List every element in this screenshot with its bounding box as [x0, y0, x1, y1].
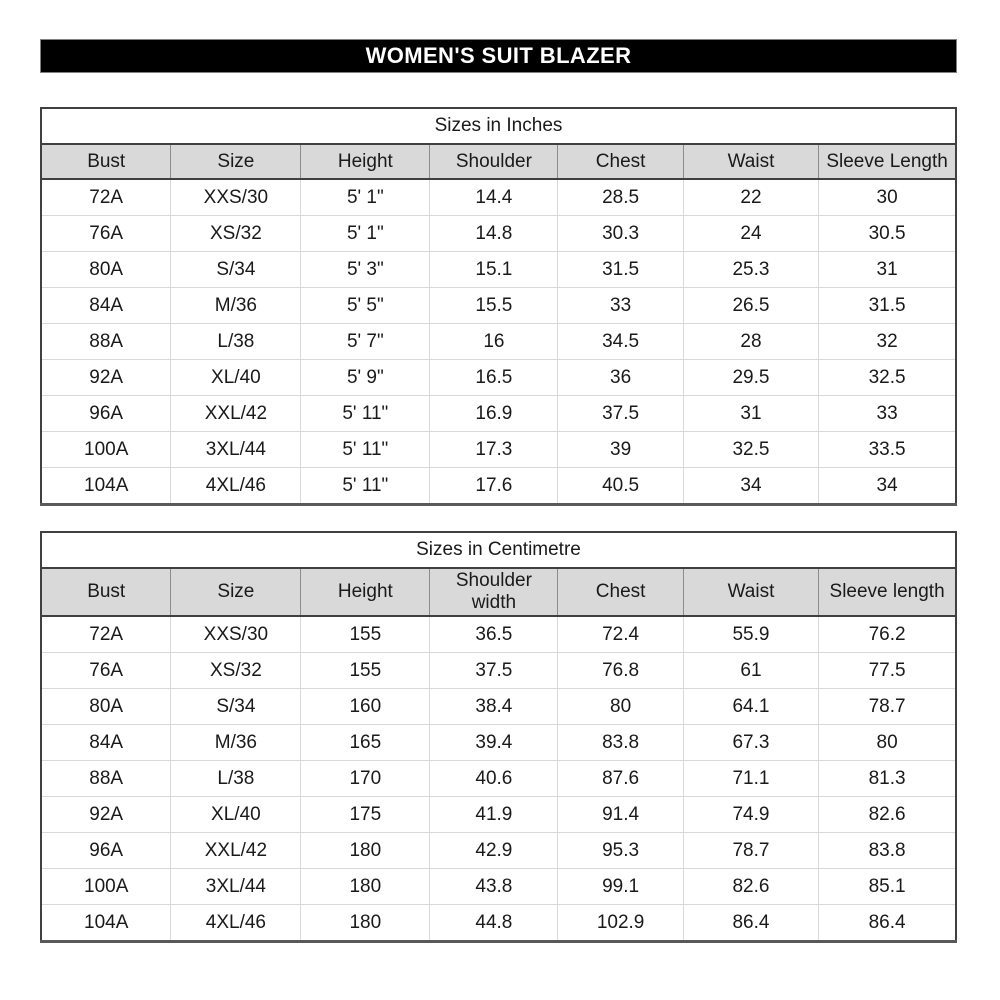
table-cell: 41.9	[430, 797, 558, 833]
table-cell: 83.8	[819, 833, 956, 869]
table-cell: 96A	[41, 833, 171, 869]
table-row	[41, 689, 956, 725]
table-header-row	[41, 568, 956, 616]
column-header-waist: Waist	[683, 144, 818, 179]
page-title: WOMEN'S SUIT BLAZER	[365, 43, 632, 68]
table-cell: 67.3	[683, 725, 818, 761]
table-cell: 5' 11"	[301, 432, 430, 468]
table-cell: 5' 11"	[301, 396, 430, 432]
column-header-shoulder: Shoulder	[430, 144, 558, 179]
table-row	[41, 396, 956, 432]
table-cell: 100A	[41, 432, 171, 468]
table-cell: M/36	[171, 288, 301, 324]
column-header-height: Height	[301, 568, 430, 616]
column-header-bust: Bust	[41, 568, 171, 616]
table-row	[41, 905, 956, 942]
table-cell: 155	[301, 653, 430, 689]
table-cell: 5' 9"	[301, 360, 430, 396]
table-row	[41, 288, 956, 324]
table-cell: 104A	[41, 905, 171, 942]
table-cell: 104A	[41, 468, 171, 505]
table-cell: 76A	[41, 653, 171, 689]
table-cell: 84A	[41, 725, 171, 761]
table-cell: 4XL/46	[171, 905, 301, 942]
table-cell: 34.5	[558, 324, 683, 360]
column-header-sleeve-length: Sleeve Length	[819, 144, 956, 179]
table-cell: 34	[819, 468, 956, 505]
table-title-row	[41, 108, 956, 144]
table-cell: 28	[683, 324, 818, 360]
table-row	[41, 468, 956, 505]
table-cell: 3XL/44	[171, 869, 301, 905]
table-cell: 42.9	[430, 833, 558, 869]
table-cell: XXL/42	[171, 833, 301, 869]
table-cell: 155	[301, 616, 430, 653]
table-cell: 14.4	[430, 179, 558, 216]
title-banner	[40, 39, 957, 73]
table-cell: 86.4	[683, 905, 818, 942]
table-cell: 43.8	[430, 869, 558, 905]
table-cell: 5' 7"	[301, 324, 430, 360]
table-cell: 160	[301, 689, 430, 725]
table-cell: 31	[819, 252, 956, 288]
table-cell: 86.4	[819, 905, 956, 942]
table-cell: 92A	[41, 797, 171, 833]
table-row	[41, 653, 956, 689]
table-cell: 38.4	[430, 689, 558, 725]
table-row	[41, 869, 956, 905]
table-cell: 5' 5"	[301, 288, 430, 324]
table-cell: 36	[558, 360, 683, 396]
table-cell: 33	[558, 288, 683, 324]
table-cell: 5' 1"	[301, 179, 430, 216]
column-header-bust: Bust	[41, 144, 171, 179]
column-header-waist: Waist	[683, 568, 818, 616]
table-cell: 96A	[41, 396, 171, 432]
table-cell: 15.5	[430, 288, 558, 324]
table-cell: 16.5	[430, 360, 558, 396]
table-cell: 71.1	[683, 761, 818, 797]
table-cell: 5' 11"	[301, 468, 430, 505]
table-cell: 30.5	[819, 216, 956, 252]
table-cell: 5' 3"	[301, 252, 430, 288]
table-cell: 15.1	[430, 252, 558, 288]
table-cell: 61	[683, 653, 818, 689]
table-cell: 32	[819, 324, 956, 360]
table-cell: XXS/30	[171, 616, 301, 653]
table-cell: 26.5	[683, 288, 818, 324]
table-cell: 37.5	[430, 653, 558, 689]
table-cell: 100A	[41, 869, 171, 905]
table-cell: 76A	[41, 216, 171, 252]
table-cell: 165	[301, 725, 430, 761]
table-cell: 32.5	[683, 432, 818, 468]
table-cell: 175	[301, 797, 430, 833]
table-cell: M/36	[171, 725, 301, 761]
table-cell: L/38	[171, 761, 301, 797]
column-header-height: Height	[301, 144, 430, 179]
table-cell: 33.5	[819, 432, 956, 468]
table-cell: 37.5	[558, 396, 683, 432]
table-cell: 17.6	[430, 468, 558, 505]
table-cell: 33	[819, 396, 956, 432]
table-row	[41, 216, 956, 252]
table-cell: L/38	[171, 324, 301, 360]
table-cell: 180	[301, 833, 430, 869]
table-cell: 39.4	[430, 725, 558, 761]
table-cell: 34	[683, 468, 818, 505]
table-title: Sizes in Inches	[41, 108, 956, 144]
table-cell: XS/32	[171, 216, 301, 252]
table-cell: 40.6	[430, 761, 558, 797]
table-cell: XL/40	[171, 360, 301, 396]
table-cell: 85.1	[819, 869, 956, 905]
table-cell: 88A	[41, 324, 171, 360]
table-cell: XXL/42	[171, 396, 301, 432]
table-cell: 30.3	[558, 216, 683, 252]
table-cell: 30	[819, 179, 956, 216]
table-cell: 28.5	[558, 179, 683, 216]
table-row	[41, 324, 956, 360]
table-row	[41, 761, 956, 797]
table-cell: S/34	[171, 689, 301, 725]
column-header-size: Size	[171, 144, 301, 179]
table-cell: 87.6	[558, 761, 683, 797]
table-cell: 91.4	[558, 797, 683, 833]
table-cell: 39	[558, 432, 683, 468]
table-cell: 36.5	[430, 616, 558, 653]
table-cell: 78.7	[683, 833, 818, 869]
table-body	[41, 179, 956, 505]
table-cell: 76.2	[819, 616, 956, 653]
table-cell: 74.9	[683, 797, 818, 833]
table-cell: 24	[683, 216, 818, 252]
table-cell: XXS/30	[171, 179, 301, 216]
table-cell: 16.9	[430, 396, 558, 432]
table-cell: XL/40	[171, 797, 301, 833]
table-title-row	[41, 532, 956, 568]
table-cell: 76.8	[558, 653, 683, 689]
column-header-chest: Chest	[558, 144, 683, 179]
table-cell: 22	[683, 179, 818, 216]
size-table-centimetre	[40, 531, 957, 943]
table-cell: 80	[819, 725, 956, 761]
table-cell: 81.3	[819, 761, 956, 797]
table-cell: 170	[301, 761, 430, 797]
table-cell: 29.5	[683, 360, 818, 396]
table-cell: 102.9	[558, 905, 683, 942]
table-row	[41, 833, 956, 869]
table-cell: 82.6	[819, 797, 956, 833]
table-row	[41, 725, 956, 761]
table-row	[41, 252, 956, 288]
column-header-shoulder-width: Shoulder width	[430, 568, 558, 616]
table-cell: 82.6	[683, 869, 818, 905]
table-cell: 31.5	[558, 252, 683, 288]
table-header-row	[41, 144, 956, 179]
table-cell: 31.5	[819, 288, 956, 324]
size-table-inches	[40, 107, 957, 506]
table-cell: 180	[301, 869, 430, 905]
table-row	[41, 360, 956, 396]
table-cell: 83.8	[558, 725, 683, 761]
table-row	[41, 179, 956, 216]
table-cell: 95.3	[558, 833, 683, 869]
table-row	[41, 616, 956, 653]
table-cell: 80	[558, 689, 683, 725]
table-cell: 17.3	[430, 432, 558, 468]
table-cell: 55.9	[683, 616, 818, 653]
table-cell: 3XL/44	[171, 432, 301, 468]
table-body	[41, 616, 956, 942]
table-cell: 77.5	[819, 653, 956, 689]
table-cell: 180	[301, 905, 430, 942]
table-cell: 32.5	[819, 360, 956, 396]
table-cell: 16	[430, 324, 558, 360]
column-header-sleeve-length: Sleeve length	[819, 568, 956, 616]
table-cell: 5' 1"	[301, 216, 430, 252]
table-cell: 72A	[41, 616, 171, 653]
table-cell: 64.1	[683, 689, 818, 725]
table-cell: 72A	[41, 179, 171, 216]
table-cell: 40.5	[558, 468, 683, 505]
table-cell: 25.3	[683, 252, 818, 288]
table-cell: 31	[683, 396, 818, 432]
table-cell: S/34	[171, 252, 301, 288]
table-cell: 92A	[41, 360, 171, 396]
table-row	[41, 432, 956, 468]
column-header-size: Size	[171, 568, 301, 616]
table-cell: 14.8	[430, 216, 558, 252]
table-cell: 80A	[41, 252, 171, 288]
table-cell: 4XL/46	[171, 468, 301, 505]
column-header-chest: Chest	[558, 568, 683, 616]
table-cell: 88A	[41, 761, 171, 797]
table-cell: 80A	[41, 689, 171, 725]
table-cell: 44.8	[430, 905, 558, 942]
table-cell: XS/32	[171, 653, 301, 689]
table-cell: 78.7	[819, 689, 956, 725]
table-cell: 99.1	[558, 869, 683, 905]
table-title: Sizes in Centimetre	[41, 532, 956, 568]
table-row	[41, 797, 956, 833]
table-cell: 84A	[41, 288, 171, 324]
table-cell: 72.4	[558, 616, 683, 653]
